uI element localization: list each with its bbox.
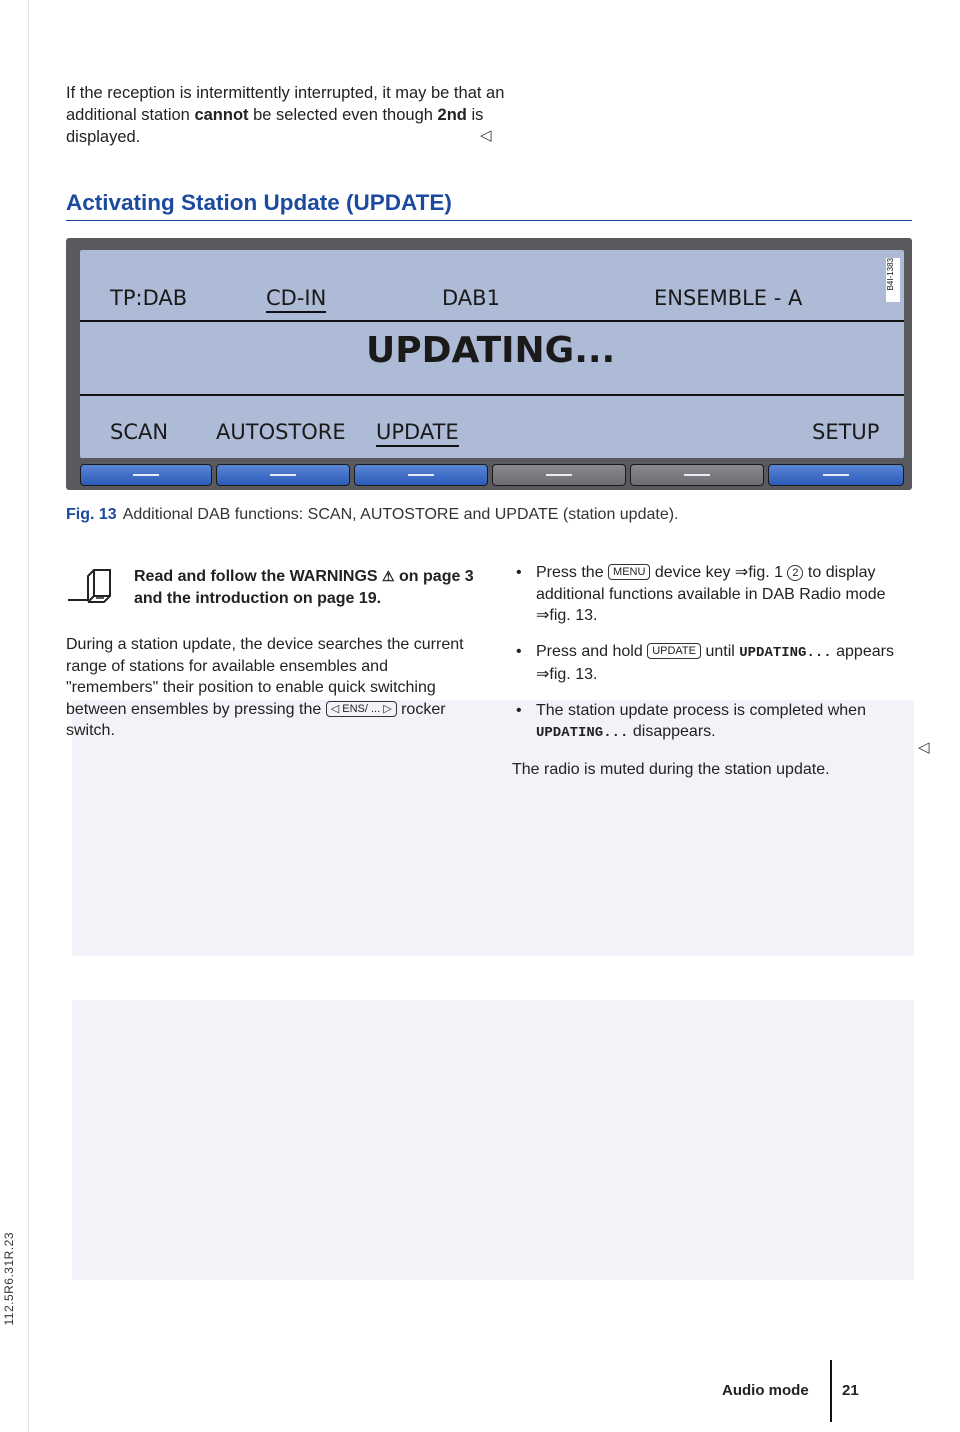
section-rule [66,220,912,221]
page-margin-rule [28,0,29,1432]
display-tp-dab: TP:DAB [110,286,188,310]
footer-section-label: Audio mode [722,1382,809,1399]
softkey-6[interactable] [768,464,904,486]
display-autostore: AUTOSTORE [216,420,346,444]
display-updating: UPDATING... [366,330,616,371]
section-title: Activating Station Update (UPDATE) [66,190,452,215]
instructions-column [512,562,912,780]
display-divider-bottom [80,394,904,396]
ghost-panel-2 [72,1000,914,1280]
softkey-5[interactable] [630,464,764,486]
figure-code: B4I-1383 [886,258,900,302]
list-item: • Press and hold UPDATE until UPDATING... appears ⇒fig. 13. [512,641,912,686]
ghost-text [552,84,559,115]
display-dab1: DAB1 [442,286,500,310]
closing-paragraph: The radio is muted during the station update. [512,760,830,778]
intro-paragraph: If the reception is intermittently interrupted, it may be that an additional station cannot be selected even though 2nd is displayed. [66,84,505,146]
warning-note: Read and follow the WARNINGS ⚠ on page 3 and the introduction on page 19. [134,565,474,610]
display-divider-top [80,320,904,322]
body-paragraph: During a station update, the device searches the current range of stations for available ensembles and "remembers" their position to enable quick switching between ensembles by pressing the ◁ ENS/ ... ▷ rocker switch. [66,636,464,739]
radio-display-figure [66,238,912,490]
display-ensemble: ENSEMBLE - A [654,286,803,310]
display-cd-in: CD-IN [266,286,326,313]
book-icon [66,566,122,606]
display-scan: SCAN [110,420,169,444]
ens-rocker-key: ◁ ENS/ ... ▷ [326,701,397,717]
list-item: • Press the MENU device key ⇒fig. 1 2 to display additional functions available in DAB Radio mode ⇒fig. 13. [512,562,912,627]
warning-triangle-icon: ⚠ [382,568,395,584]
end-mark-icon: ◁ [918,739,930,756]
softkey-3[interactable] [354,464,488,486]
figure-caption: Fig. 13 Additional DAB functions: SCAN, AUTOSTORE and UPDATE (station update). [66,506,679,523]
radio-display [80,250,904,458]
list-item: • The station update process is completed when UPDATING... disappears. [512,700,912,745]
end-mark-icon: ◁ [480,127,492,144]
display-update: UPDATE [376,420,459,447]
callout-number: 2 [787,565,803,581]
side-code: 112.5R6.31R.23 [2,1232,16,1326]
softkey-2[interactable] [216,464,350,486]
update-key: UPDATE [647,643,701,659]
footer-divider [830,1360,832,1422]
display-setup: SETUP [812,420,880,444]
softkey-4[interactable] [492,464,626,486]
softkey-1[interactable] [80,464,212,486]
page-number: 21 [842,1382,859,1399]
menu-key: MENU [608,564,650,580]
